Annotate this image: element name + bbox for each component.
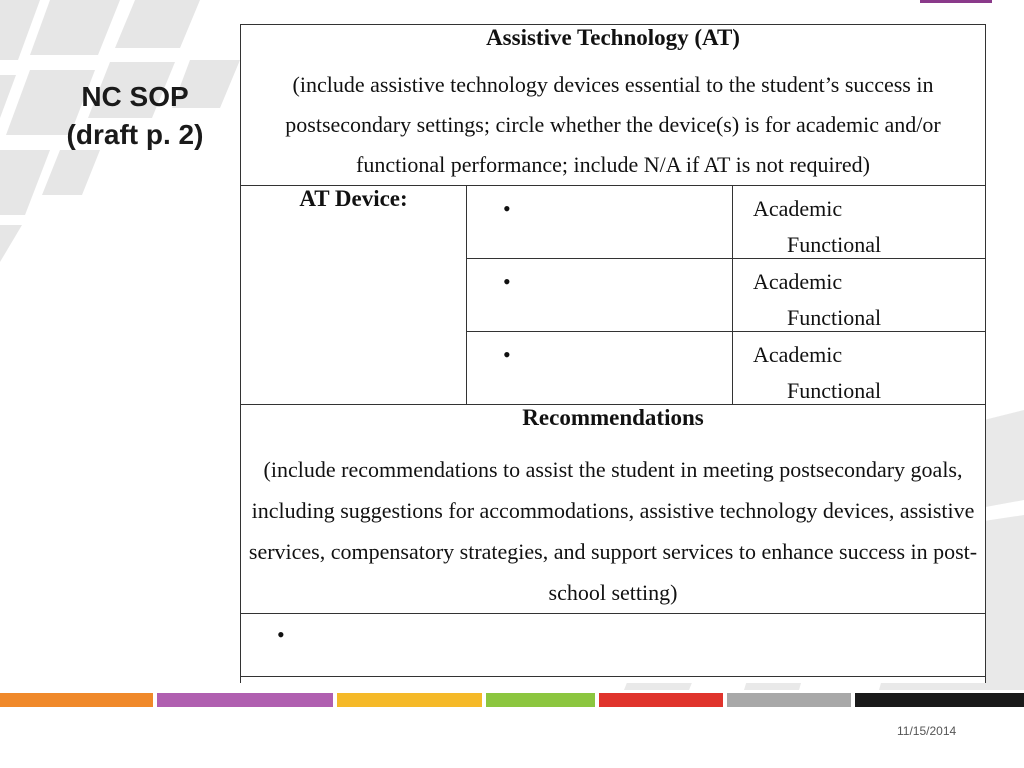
device-type-cell xyxy=(733,332,986,405)
academic-option[interactable]: Academic xyxy=(753,196,843,221)
slide-title-line-2: (draft p. 2) xyxy=(66,119,204,150)
at-section-header-row xyxy=(241,25,986,186)
at-section-header xyxy=(241,25,986,186)
device-type-cell xyxy=(733,259,986,332)
table-bottom-row xyxy=(241,677,986,684)
stripe-purple xyxy=(157,693,333,707)
device-bullet: • xyxy=(503,269,511,294)
at-section-title: Assistive Technology (AT) xyxy=(486,25,740,50)
device-bullet-cell[interactable] xyxy=(467,259,733,332)
stripe-green xyxy=(486,693,595,707)
academic-option[interactable]: Academic xyxy=(753,342,843,367)
slide-title xyxy=(30,78,240,154)
recommendations-description: (include recommendations to assist the student in meeting postsecondary goals, including suggestions for accommodations, assistive technology devices, assistive services, compensatory strategies, and support services to enhance success in post-school setting) xyxy=(248,457,978,605)
functional-option[interactable]: Functional xyxy=(787,378,882,403)
functional-option[interactable]: Functional xyxy=(787,305,882,330)
recommendations-header-row xyxy=(241,405,986,614)
device-bullet: • xyxy=(503,342,511,367)
recommendations-title: Recommendations xyxy=(522,405,704,430)
stripe-orange xyxy=(0,693,153,707)
recommendation-bullet-cell[interactable] xyxy=(241,614,986,677)
device-bullet: • xyxy=(503,196,511,221)
recommendations-header xyxy=(241,405,986,614)
recommendation-bullet: • xyxy=(277,622,285,647)
device-row xyxy=(241,186,986,259)
device-bullet-cell[interactable] xyxy=(467,332,733,405)
stripe-black xyxy=(855,693,1024,707)
footer-date: 11/15/2014 xyxy=(897,724,957,738)
recommendations-entry-row xyxy=(241,614,986,677)
device-bullet-cell[interactable] xyxy=(467,186,733,259)
stripe-gray xyxy=(727,693,851,707)
at-form-table xyxy=(240,24,986,683)
academic-option[interactable]: Academic xyxy=(753,269,843,294)
at-device-label: AT Device: xyxy=(241,186,467,405)
table-bottom-edge xyxy=(241,677,986,684)
functional-option[interactable]: Functional xyxy=(787,232,882,257)
at-section-description: (include assistive technology devices essential to the student’s success in postsecondary settings; circle whether the device(s) is for academic and/or functional performance; include N/A if AT is not required) xyxy=(285,72,941,177)
top-accent-line xyxy=(920,0,992,3)
device-type-cell xyxy=(733,186,986,259)
stripe-red xyxy=(599,693,723,707)
slide-title-line-1: NC SOP xyxy=(81,81,189,112)
stripe-yellow xyxy=(337,693,482,707)
